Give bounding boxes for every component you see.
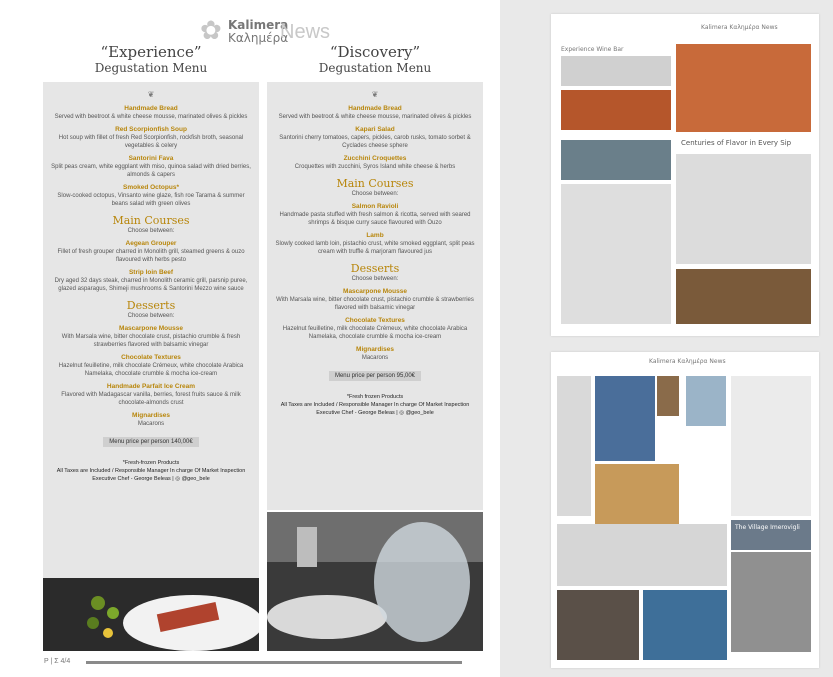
info-box-title: The Village Imerovigli bbox=[735, 524, 800, 531]
note-frozen: *Fresh frozen Products bbox=[346, 394, 404, 400]
dish-name: Zucchini Croquettes bbox=[343, 155, 407, 162]
dish-name: Mignardises bbox=[132, 412, 170, 419]
rock-photo bbox=[557, 590, 639, 660]
menu-notes bbox=[49, 459, 253, 483]
text-column bbox=[557, 376, 591, 516]
dish-desc: Served with beetroot & white cheese mousse, marinated olives & pickles bbox=[54, 114, 248, 120]
dish-name: Smoked Octopus* bbox=[123, 184, 179, 191]
old-photo bbox=[731, 552, 811, 652]
ornament-icon: ❦ bbox=[371, 90, 379, 99]
section-title: Main Courses bbox=[336, 177, 414, 190]
dish-name: Chocolate Textures bbox=[121, 354, 181, 361]
note-frozen: *Fresh-frozen Products bbox=[122, 460, 180, 466]
choose-label: Choose between: bbox=[127, 313, 175, 319]
dish-desc: Croquettes with zucchini, Syros Island white cheese & herbs bbox=[294, 164, 456, 170]
section-title: Main Courses bbox=[112, 214, 190, 227]
dish-name: Handmade Parfait Ice Cream bbox=[106, 383, 196, 390]
section-title: Desserts bbox=[126, 299, 176, 312]
dish-name: Handmade Bread bbox=[348, 105, 402, 112]
dish-name: Chocolate Textures bbox=[345, 317, 405, 324]
choose-label: Choose between: bbox=[351, 191, 399, 197]
dish-photo-dome bbox=[267, 512, 483, 651]
dish-desc: Macarons bbox=[361, 355, 389, 361]
logo-text-latin: Kalimera bbox=[228, 18, 289, 32]
instagram-handle: @geo_bele bbox=[405, 410, 434, 416]
magazine-logo bbox=[200, 16, 330, 46]
dish-name: Red Scorpionfish Soup bbox=[115, 126, 187, 133]
dish-desc: With Marsala wine, bitter chocolate crust, pistachio crumble & fresh strawberries flavored with balsamic vinegar bbox=[61, 334, 241, 348]
experience-menu-panel bbox=[43, 82, 259, 580]
dish-desc: Flavored with Madagascar vanilla, berries, forest fruits sauce & milk chocolate-almonds crust bbox=[61, 392, 241, 406]
bay-photo bbox=[643, 590, 727, 660]
dish-name: Mascarpone Mousse bbox=[343, 288, 407, 295]
flower-logo-icon: ✿ bbox=[200, 16, 222, 46]
note-taxes: All Taxes are Included / Responsible Manager In charge Of Market Inspection bbox=[56, 468, 246, 474]
dish-desc: Hot soup with fillet of fresh Red Scorpionfish, rockfish broth, seasonal vegetables & celery bbox=[58, 135, 244, 149]
logo-text-news: News bbox=[280, 21, 331, 43]
note-taxes: All Taxes are Included / Responsible Manager In charge Of Market Inspection bbox=[280, 402, 470, 408]
sunset-photo bbox=[561, 90, 671, 130]
chef-credit: Executive Chef - George Beleas | bbox=[92, 476, 176, 482]
discovery-menu-panel bbox=[267, 82, 483, 510]
page-thumbnail-wine[interactable] bbox=[551, 14, 819, 336]
note-chef bbox=[273, 409, 477, 417]
section-title: Desserts bbox=[350, 262, 400, 275]
dish-name: Santorini Fava bbox=[128, 155, 174, 162]
dish-desc: Slowly cooked lamb loin, pistachio crust, white smoked eggplant, split peas cream with truffle & marjoram flavoured jus bbox=[275, 241, 475, 255]
dish-name: Salmon Ravioli bbox=[351, 203, 399, 210]
dish-name: Aegean Grouper bbox=[125, 240, 177, 247]
thumb-heading: Experience Wine Bar bbox=[561, 46, 624, 53]
menu-subtitle: Degustation Menu bbox=[318, 61, 432, 75]
dish-desc: Macarons bbox=[137, 421, 165, 427]
dish-name: Strip loin Beef bbox=[128, 269, 174, 276]
dish-name: Handmade Bread bbox=[124, 105, 178, 112]
note-chef bbox=[49, 475, 253, 483]
sea-photo bbox=[595, 376, 655, 461]
dish-desc: Slow-cooked octopus, Vinsanto wine glaze, fish roe Tarama & summer beans salad with green olives bbox=[57, 193, 245, 207]
dish-desc: Served with beetroot & white cheese mousse, marinated olives & pickles bbox=[278, 114, 472, 120]
text-column bbox=[561, 184, 671, 324]
menu-title: “Discovery” bbox=[329, 43, 421, 61]
logo-text-greek: Καλημέρα bbox=[228, 31, 289, 45]
experience-menu-header bbox=[43, 44, 259, 75]
thumb-logo: Kalimera Καλημέρα News bbox=[649, 358, 726, 365]
menu-subtitle: Degustation Menu bbox=[94, 61, 208, 75]
price-tag: Menu price per person 140,00€ bbox=[103, 437, 198, 447]
page-thumbnail-village[interactable] bbox=[551, 352, 819, 668]
text-column bbox=[676, 154, 811, 264]
thumb-caption: Centuries of Flavor in Every Sip bbox=[681, 139, 792, 147]
instagram-icon: ◎ bbox=[399, 410, 406, 416]
map-sketch bbox=[731, 376, 811, 516]
cliff-photo bbox=[657, 376, 679, 416]
page-number: P | Σ 4/4 bbox=[44, 658, 71, 665]
dish-name: Mignardises bbox=[356, 346, 394, 353]
discovery-menu-header bbox=[267, 44, 483, 75]
instagram-icon: ◎ bbox=[175, 476, 182, 482]
menu-notes bbox=[273, 393, 477, 417]
starter-list bbox=[49, 105, 253, 208]
sunset-photo-large bbox=[676, 44, 811, 132]
text-block bbox=[557, 524, 727, 586]
price-tag: Menu price per person 95,00€ bbox=[329, 371, 421, 381]
menu-title: “Experience” bbox=[100, 43, 202, 61]
cellar-photo bbox=[676, 269, 811, 324]
ornament-icon: ❦ bbox=[147, 90, 155, 99]
thumbnail-area bbox=[500, 0, 833, 677]
instagram-handle: @geo_bele bbox=[181, 476, 210, 482]
choose-label: Choose between: bbox=[351, 276, 399, 282]
dish-desc: Santorini cherry tomatoes, capers, pickles, carob rusks, tomato sorbet & Cyclades cheese sphere bbox=[279, 135, 471, 149]
dish-desc: With Marsala wine, bitter chocolate crust, pistachio crumble & strawberries flavored with balsamic vinegar bbox=[276, 297, 474, 311]
coast-photo bbox=[686, 376, 726, 426]
dish-name: Lamb bbox=[366, 232, 384, 239]
dish-desc: Fillet of fresh grouper charred in Monolith grill, steamed greens & ouzo flavoured with herbs pesto bbox=[57, 249, 245, 263]
dish-photo-grouper bbox=[43, 578, 259, 651]
text-block bbox=[561, 56, 671, 86]
dish-desc: Hazelnut feuilletine, milk chocolate Crémeux, white chocolate Arabica Namelaka, chocolate crumble & mocha ice-cream bbox=[58, 363, 244, 377]
vineyard-photo bbox=[561, 140, 671, 180]
dish-desc: Hazelnut feuilletine, milk chocolate Crémeux, white chocolate Arabica Namelaka, chocolate crumble & mocha ice-cream bbox=[282, 326, 468, 340]
chef-credit: Executive Chef - George Beleas | bbox=[316, 410, 400, 416]
dish-desc: Dry aged 32 days steak, charred in Monolith ceramic grill, parsnip puree, glazed asparagus, Shimeji mushrooms & Santorini Mezzo wine sauce bbox=[54, 278, 248, 292]
dish-name: Mascarpone Mousse bbox=[119, 325, 183, 332]
thumb-logo: Kalimera Καλημέρα News bbox=[701, 24, 778, 31]
dish-desc: Split peas cream, white eggplant with miso, quinoa salad with dried berries, almonds & capers bbox=[51, 164, 251, 178]
choose-label: Choose between: bbox=[127, 228, 175, 234]
dish-desc: Handmade pasta stuffed with fresh salmon & ricotta, served with seared shrimps & bisque curry sauce flavoured with Ouzo bbox=[279, 212, 471, 226]
village-photo bbox=[595, 464, 679, 524]
dish-name: Kapari Salad bbox=[355, 126, 395, 133]
footer-rule bbox=[86, 661, 462, 664]
